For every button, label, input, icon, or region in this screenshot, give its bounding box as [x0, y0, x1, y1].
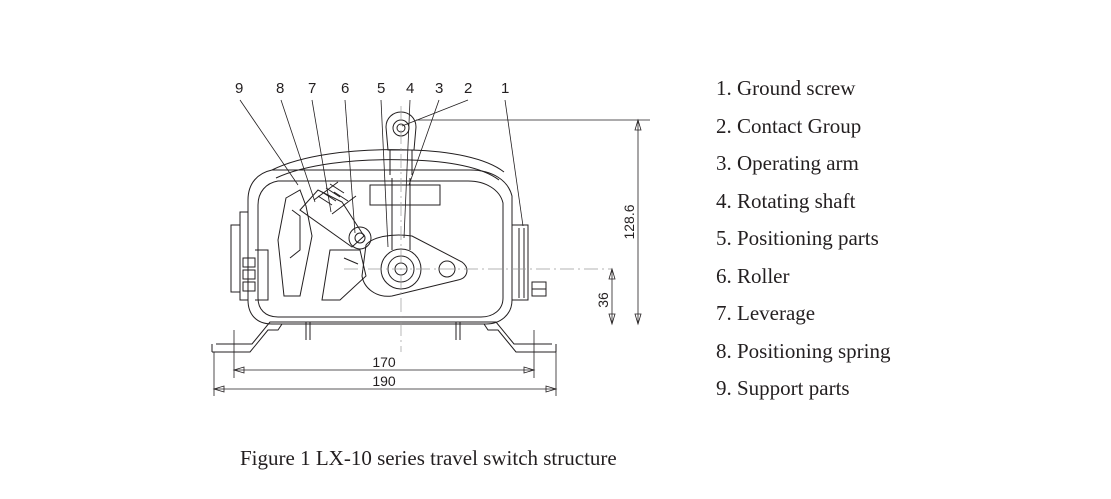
- callout-label-2: 2: [464, 80, 473, 97]
- legend-item-8: 8. Positioning spring: [716, 338, 891, 363]
- legend-item-3: 3. Operating arm: [716, 151, 859, 175]
- leverage-roller-assembly: [278, 182, 371, 300]
- callout-leader-lines: [240, 100, 523, 247]
- dimension-label-170: 170: [372, 354, 396, 370]
- dimension-height-overall: [416, 120, 650, 324]
- callout-label-1: 1: [501, 80, 510, 97]
- dimension-label-190: 190: [372, 373, 396, 389]
- legend-item-7: 7. Leverage: [716, 301, 816, 325]
- callout-label-3: 3: [435, 80, 444, 97]
- center-lines: [344, 106, 612, 352]
- legend-item-9: 9. Support parts: [716, 376, 850, 400]
- dimension-label-36: 36: [595, 292, 611, 308]
- dimension-height-shaft: [595, 269, 615, 324]
- legend-list: [716, 70, 1076, 408]
- figure-caption: Figure 1 LX-10 series travel switch structure: [240, 446, 617, 470]
- legend-item-4: 4. Rotating shaft: [716, 188, 856, 213]
- dimension-label-128-6: 128.6: [621, 204, 637, 240]
- mounting-base-plate: [212, 322, 556, 352]
- ground-screw-detail: [512, 225, 546, 300]
- callout-label-6: 6: [341, 80, 350, 97]
- support-parts-detail: [231, 212, 268, 300]
- rotating-shaft-hub: [362, 235, 467, 296]
- callout-label-5: 5: [377, 80, 386, 97]
- legend-item-2: 2. Contact Group: [716, 113, 862, 138]
- callout-label-7: 7: [308, 80, 317, 97]
- callout-label-9: 9: [235, 80, 244, 97]
- legend-item-5: 5. Positioning parts: [716, 226, 879, 250]
- dimension-width-mounting: [234, 330, 534, 378]
- legend-item-1: 1. Ground screw: [716, 76, 856, 100]
- callout-label-8: 8: [276, 80, 285, 97]
- callout-label-4: 4: [406, 80, 415, 97]
- legend-item-6: 6. Roller: [716, 263, 790, 288]
